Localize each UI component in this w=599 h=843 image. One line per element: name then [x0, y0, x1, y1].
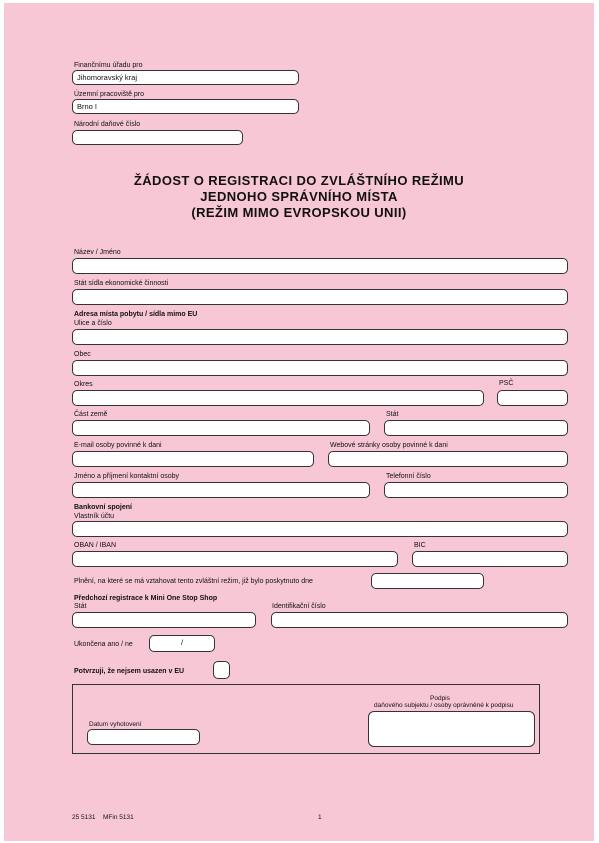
tax-number-field[interactable]: [72, 130, 243, 145]
moss-state-field[interactable]: [72, 612, 256, 628]
website-field[interactable]: [328, 451, 568, 467]
state-seat-field[interactable]: [72, 289, 568, 305]
sign-label-2: daňového subjektu / osoby oprávněné k podpisu: [374, 702, 514, 709]
state-seat-label: Stát sídla ekonomické činnosti: [74, 280, 169, 287]
page-number: 1: [318, 814, 322, 821]
form-title-line-1: ŽÁDOST O REGISTRACI DO ZVLÁŠTNÍHO REŽIMU: [133, 173, 465, 188]
region-field[interactable]: [72, 420, 370, 436]
phone-field[interactable]: [384, 482, 568, 498]
ended-label: Ukončena ano / ne: [74, 641, 133, 648]
moss-id-label: Identifikační číslo: [272, 603, 326, 610]
mfin-code: MFin 5131: [103, 814, 134, 821]
previous-date-label: Plnění, na které se má vztahovat tento zvláštní režim, již bylo poskytnuto dne: [74, 578, 313, 585]
ended-field[interactable]: /: [149, 635, 215, 652]
district-label: Okres: [74, 381, 93, 388]
region-label: Část země: [74, 411, 108, 418]
street-label: Ulice a číslo: [74, 320, 112, 327]
moss-id-field[interactable]: [271, 612, 568, 628]
signature-field[interactable]: [368, 711, 535, 747]
name-field[interactable]: [72, 258, 568, 274]
contact-label: Jméno a příjmení kontaktní osoby: [74, 473, 180, 480]
country-field[interactable]: [384, 420, 568, 436]
website-label: Webové stránky osoby povinné k dani: [330, 442, 448, 449]
bic-field[interactable]: [412, 551, 568, 567]
form-title-line-2: JEDNOHO SPRÁVNÍHO MÍSTA: [200, 189, 398, 204]
municipality-label: Obec: [74, 351, 91, 358]
account-owner-field[interactable]: [72, 521, 568, 537]
account-owner-label: Vlastník účtu: [74, 513, 115, 520]
name-label: Název / Jméno: [74, 249, 121, 256]
email-label: E-mail osoby povinné k dani: [74, 442, 162, 449]
moss-state-label: Stát: [74, 603, 87, 610]
municipality-field[interactable]: [72, 360, 568, 376]
iban-label: OBAN / IBAN: [74, 542, 117, 549]
bic-label: BIC: [414, 542, 426, 549]
tax-number-label: Národní daňové číslo: [74, 121, 141, 128]
confirm-label: Potvrzuji, že nejsem usazen v EU: [74, 668, 185, 675]
form-page: [4, 3, 594, 841]
workplace-field[interactable]: Brno I: [72, 99, 299, 114]
form-code: 25 5131: [72, 814, 96, 821]
sign-label-1: Podpis: [430, 695, 450, 702]
address-heading: Adresa místa pobytu / sídla mimo EU: [74, 311, 198, 318]
contact-field[interactable]: [72, 482, 370, 498]
country-label: Stát: [386, 411, 399, 418]
previous-date-field[interactable]: [371, 573, 484, 589]
moss-heading: Předchozí registrace k Mini One Stop Shop: [74, 595, 218, 602]
date-label: Datum vyhotovení: [89, 721, 142, 728]
email-field[interactable]: [72, 451, 314, 467]
district-field[interactable]: [72, 390, 484, 406]
phone-label: Telefonní číslo: [386, 473, 431, 480]
workplace-label: Územní pracoviště pro: [74, 91, 145, 98]
confirm-checkbox[interactable]: [213, 661, 230, 679]
bank-heading: Bankovní spojení: [74, 504, 132, 511]
iban-field[interactable]: [72, 551, 398, 567]
tax-office-field[interactable]: Jihomoravský kraj: [72, 70, 299, 85]
street-field[interactable]: [72, 329, 568, 345]
zip-label: PSČ: [499, 380, 514, 387]
tax-office-label: Finančnímu úřadu pro: [74, 62, 143, 69]
date-field[interactable]: [87, 729, 200, 745]
zip-field[interactable]: [497, 390, 568, 406]
form-title-line-3: (REŽIM MIMO EVROPSKOU UNII): [191, 205, 407, 220]
